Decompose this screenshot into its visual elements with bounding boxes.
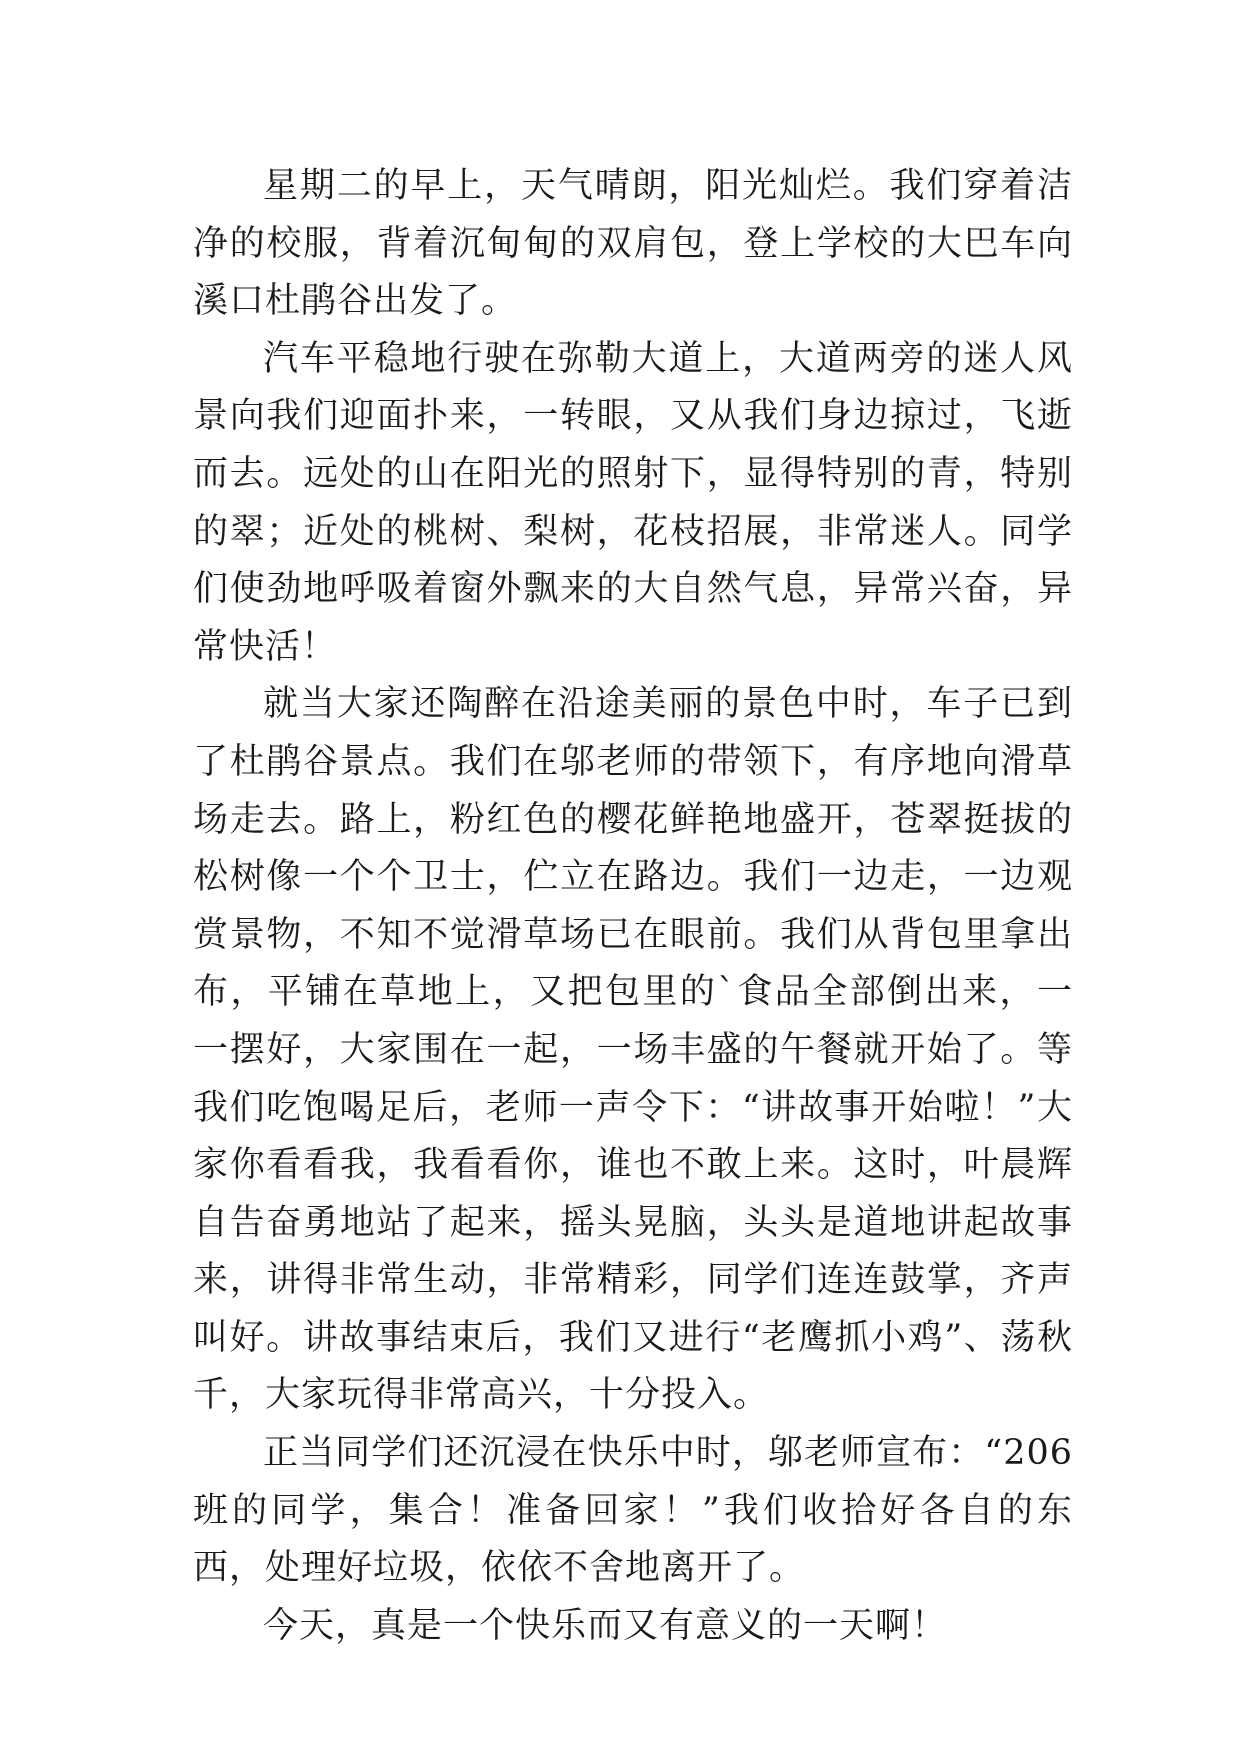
- paragraph-3: 就当大家还陶醉在沿途美丽的景色中时，车子已到了杜鹃谷景点。我们在邬老师的带领下，有序地向滑草场走去。路上，粉红色的樱花鲜艳地盛开，苍翠挺拔的松树像一个个卫士，伫立在路边。我们一边走，一边观赏景物，不知不觉滑草场已在眼前。我们从背包里拿出布，平铺在草地上，又把包里的`食品全部倒出来，一一摆好，大家围在一起，一场丰盛的午餐就开始了。等我们吃饱喝足后，老师一声令下：“讲故事开始啦！”大家你看看我，我看看你，谁也不敢上来。这时，叶晨辉自告奋勇地站了起来，摇头晃脑，头头是道地讲起故事来，讲得非常生动，非常精彩，同学们连连鼓掌，齐声叫好。讲故事结束后，我们又进行“老鹰抓小鸡”、荡秋千，大家玩得非常高兴，十分投入。: [193, 684, 1073, 1416]
- document-body: [193, 158, 1073, 1655]
- paragraph-5: 今天，真是一个快乐而又有意义的一天啊！: [263, 1605, 948, 1646]
- paragraph-4: 正当同学们还沉浸在快乐中时，邬老师宣布：“206班的同学，集合！准备回家！”我们收拾好各自的东西，处理好垃圾，依依不舍地离开了。: [193, 1433, 1073, 1589]
- paragraph-2: 汽车平稳地行驶在弥勒大道上，大道两旁的迷人风景向我们迎面扑来，一转眼，又从我们身边掠过，飞逝而去。远处的山在阳光的照射下，显得特别的青，特别的翠；近处的桃树、梨树，花枝招展，非常迷人。同学们使劲地呼吸着窗外飘来的大自然气息，异常兴奋，异常快活！: [193, 338, 1073, 667]
- paragraph-1: 星期二的早上，天气晴朗，阳光灿烂。我们穿着洁净的校服，背着沉甸甸的双肩包，登上学校的大巴车向溪口杜鹃谷出发了。: [193, 166, 1073, 322]
